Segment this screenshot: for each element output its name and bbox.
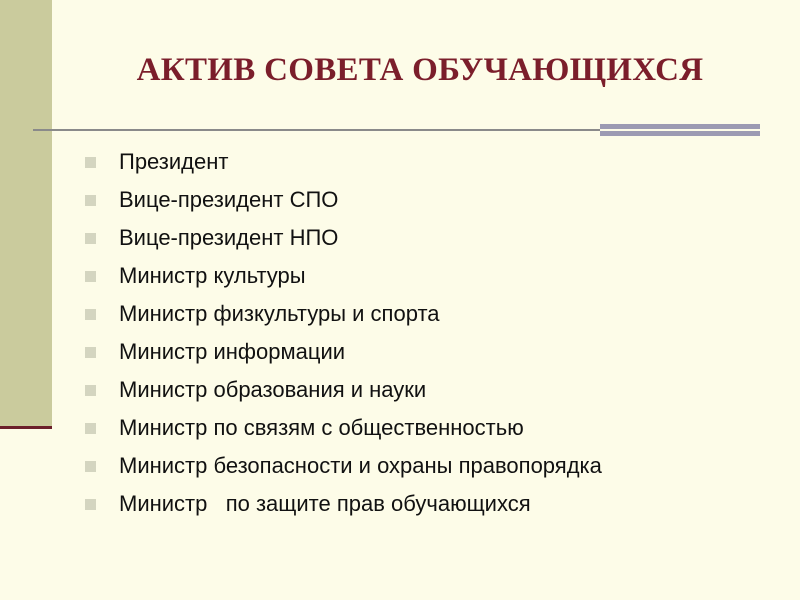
square-bullet-icon	[85, 461, 96, 472]
list-item	[85, 295, 602, 333]
left-decorative-band	[0, 0, 52, 426]
list-item-label: Министр по связям с общественностью	[119, 415, 524, 440]
list-item	[85, 409, 602, 447]
slide-title: АКТИВ СОВЕТА ОБУЧАЮЩИХСЯ	[136, 52, 704, 88]
square-bullet-icon	[85, 499, 96, 510]
list-item-label: Министр информации	[119, 339, 346, 364]
list-item	[85, 485, 602, 523]
list-item-label: Вице-президент СПО	[119, 187, 339, 212]
divider-accent-bar-top	[600, 124, 760, 129]
list-item	[85, 333, 602, 371]
square-bullet-icon	[85, 423, 96, 434]
list-item	[85, 219, 602, 257]
list-item-label: Министр по защите прав обучающихся	[119, 491, 531, 516]
list-item	[85, 181, 602, 219]
list-item-label: Президент	[119, 149, 229, 174]
left-band-underline	[0, 426, 52, 429]
list-item-label: Министр физкультуры и спорта	[119, 301, 440, 326]
title-divider-accent	[600, 124, 760, 137]
list-item	[85, 447, 602, 485]
list-item-label: Министр безопасности и охраны правопорядка	[119, 453, 602, 478]
square-bullet-icon	[85, 271, 96, 282]
list-item-label: Вице-президент НПО	[119, 225, 339, 250]
list-item-label: Министр культуры	[119, 263, 306, 288]
bullet-list	[85, 143, 602, 523]
square-bullet-icon	[85, 157, 96, 168]
list-item-label: Министр образования и науки	[119, 377, 427, 402]
title-divider	[33, 129, 600, 131]
square-bullet-icon	[85, 309, 96, 320]
list-item	[85, 371, 602, 409]
list-item	[85, 143, 602, 181]
square-bullet-icon	[85, 233, 96, 244]
square-bullet-icon	[85, 385, 96, 396]
square-bullet-icon	[85, 347, 96, 358]
square-bullet-icon	[85, 195, 96, 206]
list-item	[85, 257, 602, 295]
divider-accent-bar-bottom	[600, 131, 760, 136]
